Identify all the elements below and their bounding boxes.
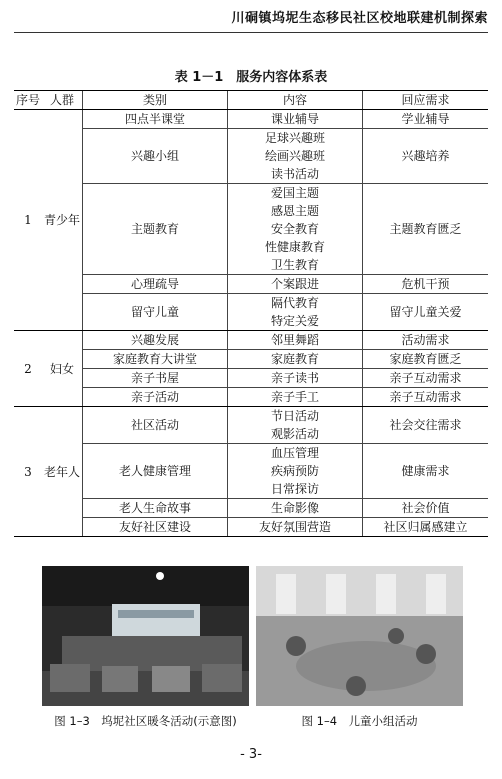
table-row	[14, 294, 488, 331]
category-cell: 亲子书屋	[83, 369, 228, 388]
content-item: 亲子读书	[270, 371, 319, 385]
table-row	[14, 499, 488, 518]
need-cell: 主题教育匮乏	[363, 184, 489, 275]
category-cell: 老人生命故事	[83, 499, 228, 518]
group-cell: 妇女	[42, 331, 83, 407]
row-number-cell: 2	[14, 331, 42, 407]
need-cell: 社会价值	[363, 499, 489, 518]
content-item: 个案跟进	[270, 277, 319, 291]
table-row	[14, 184, 488, 275]
col-header: 人群	[42, 91, 83, 110]
content-cell	[228, 184, 363, 275]
need-cell: 学业辅导	[363, 110, 489, 129]
category-cell: 兴趣小组	[83, 129, 228, 184]
content-item: 课业辅导	[270, 112, 319, 126]
need-cell: 活动需求	[363, 331, 489, 350]
content-item: 节日活动	[270, 409, 319, 423]
category-cell: 留守儿童	[83, 294, 228, 331]
content-cell	[228, 294, 363, 331]
content-item: 友好氛围营造	[258, 520, 331, 534]
running-title: 川硐镇坞坭生态移民社区校地联建机制探索	[231, 11, 488, 26]
row-number-cell: 3	[14, 407, 42, 537]
category-cell: 兴趣发展	[83, 331, 228, 350]
table-row	[14, 444, 488, 499]
children-group-photo	[256, 566, 463, 706]
table-row	[14, 129, 488, 184]
col-header: 回应需求	[363, 91, 489, 110]
running-header	[14, 6, 488, 33]
content-item: 足球兴趣班	[264, 131, 325, 145]
table-row	[14, 388, 488, 407]
content-cell	[228, 388, 363, 407]
table-row	[14, 331, 488, 350]
table-row	[14, 369, 488, 388]
content-item: 邻里舞蹈	[270, 333, 319, 347]
table-row	[14, 110, 488, 129]
content-item: 家庭教育	[270, 352, 319, 366]
category-cell: 主题教育	[83, 184, 228, 275]
category-cell: 社区活动	[83, 407, 228, 444]
need-cell: 社会交往需求	[363, 407, 489, 444]
content-cell	[228, 275, 363, 294]
need-cell: 家庭教育匮乏	[363, 350, 489, 369]
content-item: 读书活动	[270, 167, 319, 181]
table-row	[14, 518, 488, 537]
table-header-row	[14, 91, 488, 110]
content-item: 观影活动	[270, 427, 319, 441]
table-body	[14, 110, 488, 537]
content-item: 爱国主题	[270, 186, 319, 200]
content-item: 隔代教育	[270, 296, 319, 310]
figure-caption: 图 1–4 儿童小组活动	[301, 714, 418, 728]
group-cell: 老年人	[42, 407, 83, 537]
content-item: 亲子手工	[270, 390, 319, 404]
row-number-cell: 1	[14, 110, 42, 331]
need-cell: 健康需求	[363, 444, 489, 499]
category-cell: 亲子活动	[83, 388, 228, 407]
content-item: 特定关爱	[270, 314, 319, 328]
content-item: 血压管理	[270, 446, 319, 460]
figure-caption: 图 1–3 坞坭社区暖冬活动(示意图)	[54, 714, 237, 728]
need-cell: 社区归属感建立	[363, 518, 489, 537]
content-cell	[228, 369, 363, 388]
need-cell: 亲子互动需求	[363, 369, 489, 388]
content-item: 安全教育	[270, 222, 319, 236]
content-item: 性健康教育	[264, 240, 325, 254]
need-cell: 兴趣培养	[363, 129, 489, 184]
content-cell	[228, 518, 363, 537]
content-item: 感恩主题	[270, 204, 319, 218]
service-table	[14, 90, 488, 537]
content-cell	[228, 110, 363, 129]
content-cell	[228, 350, 363, 369]
table-title: 表 1－1 服务内容体系表	[174, 70, 328, 85]
col-header: 类别	[83, 91, 228, 110]
category-cell: 心理疏导	[83, 275, 228, 294]
content-item: 日常探访	[270, 482, 319, 496]
content-item: 绘画兴趣班	[264, 149, 325, 163]
page-number: - 3-	[240, 747, 262, 762]
content-cell	[228, 129, 363, 184]
table-row	[14, 275, 488, 294]
content-cell	[228, 407, 363, 444]
need-cell: 危机干预	[363, 275, 489, 294]
category-cell: 老人健康管理	[83, 444, 228, 499]
need-cell: 亲子互动需求	[363, 388, 489, 407]
content-cell	[228, 331, 363, 350]
table-row	[14, 350, 488, 369]
need-cell: 留守儿童关爱	[363, 294, 489, 331]
category-cell: 友好社区建设	[83, 518, 228, 537]
group-cell: 青少年	[42, 110, 83, 331]
content-item: 生命影像	[270, 501, 319, 515]
category-cell: 家庭教育大讲堂	[83, 350, 228, 369]
content-item: 疾病预防	[270, 464, 319, 478]
winter-activity-photo	[42, 566, 249, 706]
content-cell	[228, 499, 363, 518]
category-cell: 四点半课堂	[83, 110, 228, 129]
col-header: 内容	[228, 91, 363, 110]
content-cell	[228, 444, 363, 499]
col-header: 序号	[14, 91, 42, 110]
table-row	[14, 407, 488, 444]
content-item: 卫生教育	[270, 258, 319, 272]
